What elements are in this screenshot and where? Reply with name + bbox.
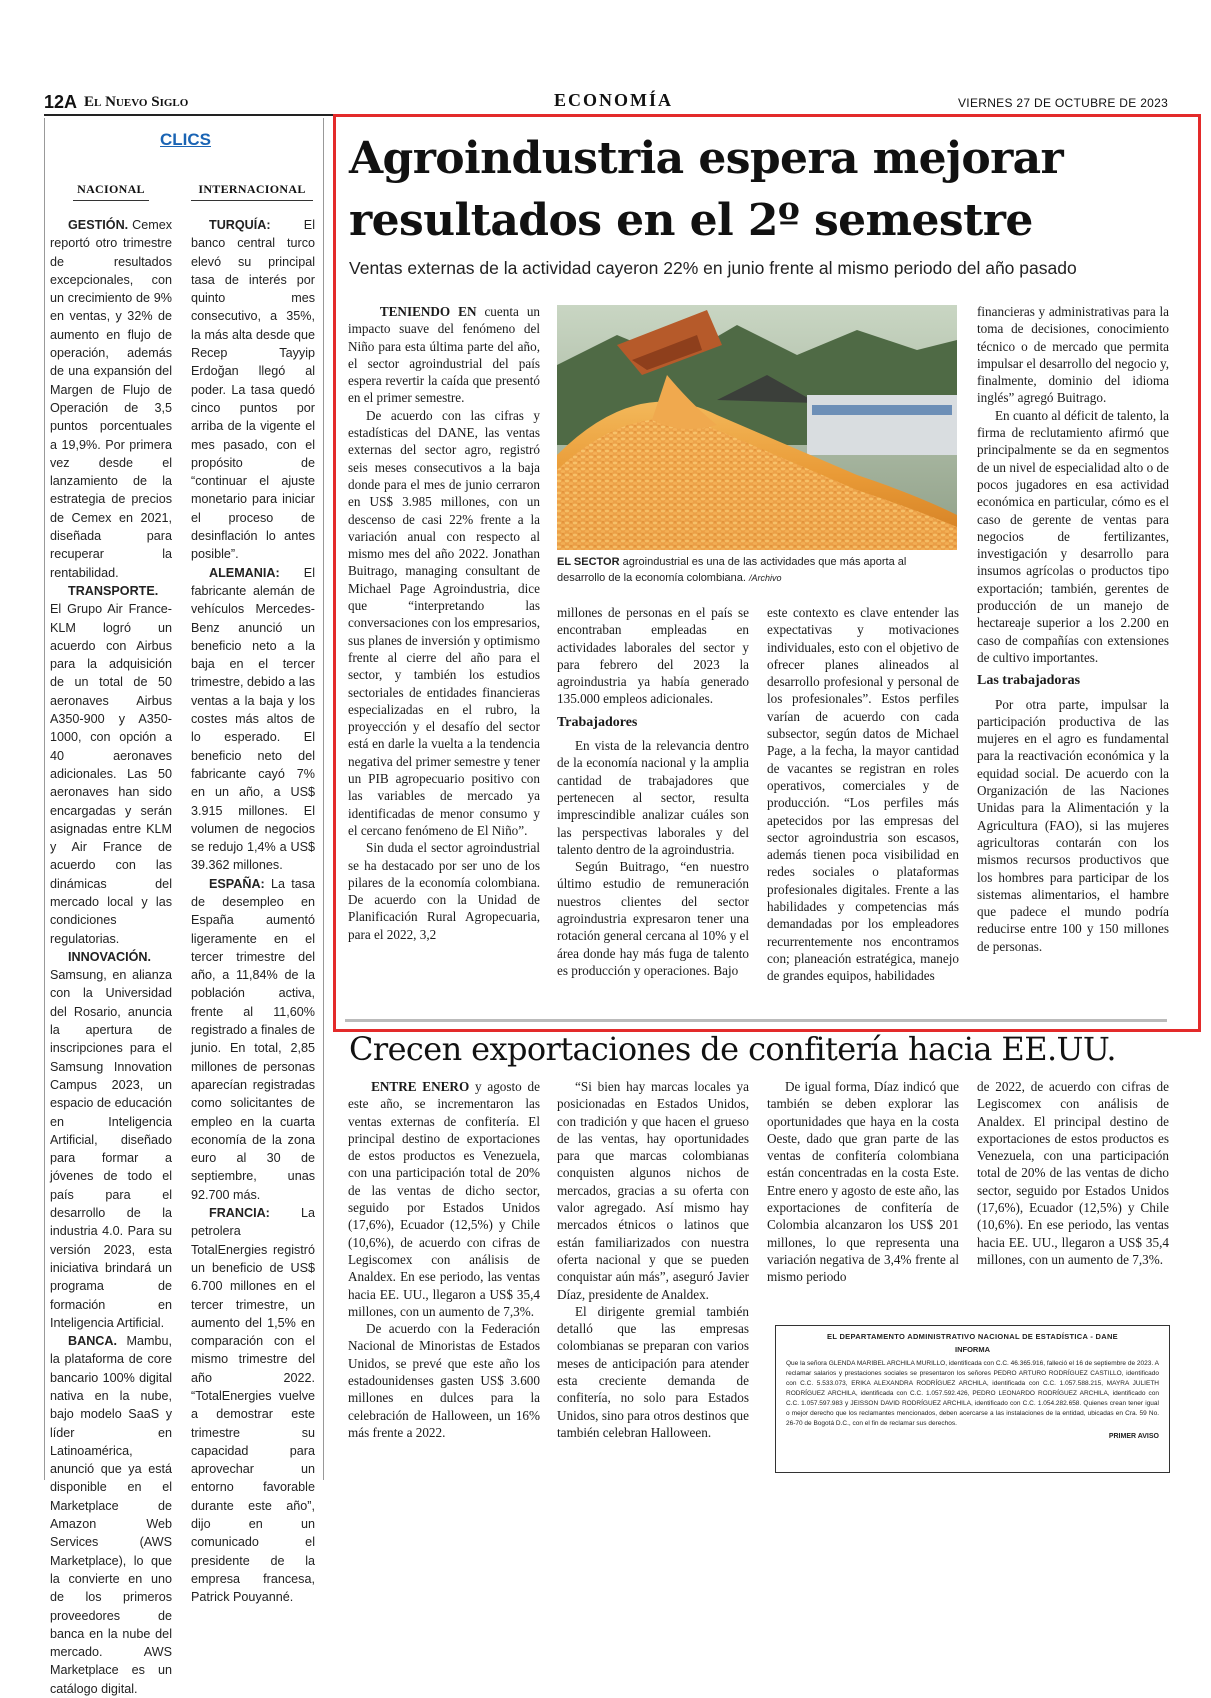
paragraph-text: millones de personas en el país se encontraban empleadas en actividades laborales del sector y para febrero del 2023 la agroindustria ya había generado 135.000 empleos adicionales. <box>557 605 749 707</box>
brief-text: Cemex reportó otro trimestre de resultados excepcionales, con un crecimiento de 9% en ventas, y 32% de aumento en flujo de operación, además de una expansión del Margen de Flujo de Operación de 3,5 puntos porcentuales a 19,9%. Por primera vez desde el lanzamiento de la estrategia de precios de Cemex en 2021, diseñada para recuperar la rentabilidad. <box>50 218 172 580</box>
article1-column-3 <box>767 604 959 1012</box>
article2-headline: Crecen exportaciones de confitería hacia EE.UU. <box>349 1030 1116 1068</box>
article2-column-1 <box>348 1078 540 1478</box>
lead-in: TENIENDO EN <box>379 304 477 319</box>
brief-item <box>50 1332 172 1698</box>
issue-date: VIERNES 27 DE OCTUBRE DE 2023 <box>958 96 1169 110</box>
brief-text: El fabricante alemán de vehículos Mercedes-Benz anunció un beneficio neto a la baja en el tercer trimestre, debido a las ventas a la baja y los costes más altos de lo esperado. El beneficio neto del fabricante cayó 7% en un año, a US$ 3.915 millones. El volumen de negocios se redujo 1,4% a US$ 39.362 millones. <box>191 565 315 873</box>
article1-column-4 <box>977 303 1169 1013</box>
paragraph-text: De acuerdo con la Federación Nacional de Minoristas de Estados Unidos, se prevé que este año los estadounidenses gasten US$ 3.600 millones en dulces para la celebración de Halloween, un 16% más frente a 2022. <box>348 1321 540 1440</box>
paragraph <box>767 1078 959 1286</box>
subheading: Las trabajadoras <box>977 673 1081 689</box>
brief-item <box>191 1204 315 1607</box>
paragraph <box>557 1303 749 1441</box>
article-headline <box>349 128 1189 252</box>
paragraph <box>348 1320 540 1441</box>
rail-internacional-column <box>191 216 315 1605</box>
notice-subtitle: INFORMA <box>955 1345 990 1354</box>
brief-text: La tasa de desempleo en España aumentó ligeramente en el tercer trimestre del año, a 11,84% de la población activa, frente al 11,60% registrado a finales de junio. En total, 2,85 millones de personas aparecían registradas como solicitantes de empleo en la cuarta economía de la zona euro al 30 de septiembre, unas 92.700 más. <box>191 876 315 1202</box>
newspaper-name: El Nuevo Siglo <box>84 94 189 110</box>
brief-label: ESPAÑA: <box>209 876 265 891</box>
photo-caption <box>557 554 957 586</box>
article-deck: Ventas externas de la actividad cayeron 22% en junio frente al mismo periodo del año pasado <box>349 258 1077 278</box>
article2-column-4 <box>977 1078 1169 1318</box>
rail-right-border <box>323 118 324 1480</box>
article2-column-2 <box>557 1078 749 1478</box>
rail-nacional-column <box>50 216 172 1696</box>
paragraph <box>557 858 749 979</box>
brief-text: Samsung, en alianza con la Universidad del Rosario, anuncia la apertura de inscripciones para el Samsung Innovation Campus 2023, un espacio de educación en Inteligencia Artificial, diseñado para formar a jóvenes de todo el país para el desarrollo de la industria 4.0. Para su versión 2023, esta iniciativa brindará un programa de formación en Inteligencia Artificial. <box>50 968 172 1330</box>
brief-text: La petrolera TotalEnergies registró un beneficio de US$ 6.700 millones en el tercer trimestre, un aumento del 1,5% en comparación con el mismo trimestre del año 2022. “TotalEnergies vuelve a demostrar este trimestre su capacidad para aprovechar un entorno favorable durante este año”, dijo en un comunicado el presidente de la empresa francesa, Patrick Pouyanné. <box>191 1206 315 1605</box>
page-number: 12A <box>44 92 78 112</box>
paragraph-text: Según Buitrago, “en nuestro último estudio de remuneración nuestros clientes del sector agroindustria expresaron tener una rotación general cercana al 10% y el área donde hay más fuga de talento es producción y operaciones. Bajo <box>557 859 749 978</box>
rail-heading-nacional: NACIONAL <box>73 182 149 201</box>
section-title: ECONOMÍA <box>554 90 673 110</box>
lead-in: ENTRE ENERO <box>371 1079 470 1094</box>
brief-item <box>191 216 315 564</box>
corn-harvest-photo <box>557 305 957 550</box>
headline-line-1: Agroindustria espera mejorar <box>349 133 1064 184</box>
brief-item <box>50 582 172 948</box>
brief-label: FRANCIA: <box>209 1206 270 1221</box>
notice-title: EL DEPARTAMENTO ADMINISTRATIVO NACIONAL DE ESTADÍSTICA - DANE <box>827 1332 1118 1341</box>
brief-label: BANCA. <box>68 1334 117 1349</box>
paragraph-text: Por otra parte, impulsar la participación productiva de las mujeres en el agro es fundamental para la reactivación económica y la equidad social. De acuerdo con la Organización de las Naciones Unidas para la Alimentación y la Agricultura (FAO), si las mujeres agricultoras contarán con los mismos recursos productivos que los hombres para participar de los sistemas alimentarios, el hambre que padece el mundo podría reducirse entre 100 y 150 millones de personas. <box>977 696 1169 954</box>
paragraph-text: En vista de la relevancia dentro de la economía nacional y la amplia cantidad de trabajadores que pertenecen al sector, resulta imprescindible analizar cuáles son las perspectivas laborales y del talento dentro de la agroindustria. <box>557 738 749 857</box>
legal-notice-box <box>775 1325 1170 1473</box>
brief-label: INNOVACIÓN. <box>68 949 152 964</box>
rail-left-border <box>44 118 45 1480</box>
paragraph-text: este contexto es clave entender las expectativas y motivaciones individuales, esto con el objetivo de ofrecer planes alineados al desarrollo profesional y personal de los profesionales”. Estos perfiles varían de acuerdo con cada subsector, según datos de Michael Page, a la fecha, la mayor cantidad de vacantes se registran en roles operativos, comerciales y de producción. “Los perfiles más apetecidos por las empresas del sector agroindustria son escasos, además tienen poca visibilidad en redes sociales o plataformas profesionales digitales. Frente a las habilidades y competencias más demandadas por los empleadores recurrentemente nos encontramos con; planeación estratégica, manejo de grandes equipos, habilidades <box>767 605 959 984</box>
brief-label: GESTIÓN. <box>68 218 129 232</box>
subheading: Trabajadores <box>557 714 638 730</box>
notice-body: Que la señora GLENDA MARIBEL ARCHILA MURILLO, identificada con C.C. 46.365.916, falleció el 16 de septiembre de 2023. A reclamar salarios y prestaciones sociales se presentaron los señores PEDRO ARTURO RODRÍGUEZ CASTILLO, identificado con C.C. 5.533.073, ERIKA ALEXANDRA RODRÍGUEZ ARCHILA, identificada con C.C. 1.057.588.215, MAYRA JULIETH RODRÍGUEZ ARCHILA, identificada con C.C. 1.057.592.426, PEDRO LEONARDO RODRÍGUEZ ARCHILA, identificado con C.C. 1.057.597.983 y JEISSON DAVID RODRÍGUEZ ARCHILA, identificado con C.C. 1.054.282.658. Quienes crean tener igual o mejor derecho que los reclamantes mencionados, deben acercarse a las instalaciones de la entidad, ubicadas en Cra. 59 No. 26-70 de Bogotá D.C., con el fin de reclamar sus derechos. <box>786 1360 1159 1427</box>
rail-heading-internacional: INTERNACIONAL <box>191 182 313 201</box>
paragraph <box>348 303 540 407</box>
paragraph <box>557 1078 749 1303</box>
paragraph-text: cuenta un impacto suave del fenómeno del Niño para esta última parte del año, el sector agroindustrial del país espera revertir la caída que presentó en el primer semestre. <box>348 304 541 406</box>
brief-item <box>191 875 315 1204</box>
paragraph-text: “Si bien hay marcas locales ya posicionadas en Estados Unidos, con tradición y que hacen el grueso de las ventas, hay oportunidades para que marcas colombianas conquisten algunos nichos de mercados, gracias a su oferta con valor agregado. Así mismo hay mercados étnicos o latinos que están familiarizados con nuestra oferta nacional y que se pueden conquistar aún más”, aseguró Javier Díaz, presidente de Analdex. <box>557 1079 749 1302</box>
paragraph-text: El dirigente gremial también detalló que las empresas colombianas se preparan con varios meses de anticipación para atender esta creciente demanda de confitería, no solo para Estados Unidos, sino para otros destinos que también celebran Halloween. <box>557 1303 749 1440</box>
paragraph-text: de 2022, de acuerdo con cifras de Legiscomex con análisis de Analdex. El principal destino de exportaciones de estos productos es Venezuela, con una participación total de 20% de las ventas de dicho sector, seguido por Estados Unidos (17,6%), Ecuador (12,5%) y Chile (10,6%). En ese periodo, las ventas hacia EE. UU., llegaron a US$ 35,4 millones, con un aumento de 7,3%. <box>977 1079 1169 1267</box>
paragraph <box>348 1078 540 1320</box>
paragraph-text: En cuanto al déficit de talento, la firma de reclutamiento afirmó que principalmente se da en segmentos de un nivel de especialidad alto o de pocos jugadores en esa actividad económica en particular, cómo es el caso de gerente de ventas para negocios de fertilizantes, investigación y desarrollo para insumos agrícolas o productos tipo exportación; también, gerentes de producción de un manejo de hectareaje superior a los 2.200 en caso de compañías con extensiones de cultivo importantes. <box>977 407 1169 665</box>
paragraph-text: De igual forma, Díaz indicó que también se deben explorar las oportunidades que haya en la costa Oeste, dado que gran parte de las ventas de confitería colombiana están concentradas en la costa Este. Entre enero y agosto de este año, las exportaciones de confitería de Colombia alcanzaron los US$ 201 millones, lo que representa una variación negativa de 3,4% frente al mismo periodo <box>767 1079 959 1285</box>
paragraph <box>977 303 1169 407</box>
caption-credit: /Archivo <box>749 573 782 583</box>
notice-footer: PRIMER AVISO <box>1108 1433 1159 1440</box>
brief-text: Mambu, la plataforma de core bancario 100% digital nativa en la nube, bajo modelo SaaS y líder en Latinoamérica, anunció que ya está disponible en el Marketplace de Amazon Web Services (AWS Marketplace), lo que la convierte en uno de los primeros proveedores de banca en la nube del mercado. AWS Marketplace es un catálogo digital. <box>50 1334 172 1696</box>
headline-line-2: resultados en el 2º semestre <box>349 195 1033 246</box>
article-separator <box>345 1019 1167 1022</box>
paragraph-text: De acuerdo con las cifras y estadísticas del DANE, las ventas externas del sector agro, registró seis meses consecutivos a la baja donde para el mes de junio cerraron en US$ 3.985 millones, con un descenso de casi 22% frente a la variación anual con respecto al mismo mes del año 2022. Jonathan Buitrago, managing consultant de Michael Page Agroindustria, dice que “interpretando las conversaciones con los empresarios, sus planes de inversión y optimismo frente al cierre del año para el sector, y también los estudios sectoriales de entidades financieras especializadas en el rubro, la proyección y el desafío del sector está en darle la vuelta a la tendencia negativa del primer semestre y tener un PIB agropecuario positivo con las variables de mercado ya identificadas de menor consumo y el cercano fenómeno de El Niño”. <box>348 407 540 838</box>
brief-item <box>50 948 172 1332</box>
caption-lead: EL SECTOR <box>557 556 620 568</box>
article2-column-3 <box>767 1078 959 1318</box>
paragraph <box>557 604 749 708</box>
paragraph <box>557 737 749 858</box>
article1-column-2 <box>557 604 749 1012</box>
paragraph <box>977 696 1169 955</box>
paragraph-text: y agosto de este año, se incrementaron las ventas externas de confitería. El principal destino de exportaciones de estos productos es Venezuela, con una participación total de 20% de las ventas de dicho sector, seguido por Estados Unidos (17,6%), Ecuador (12,5%) y Chile (10,6%), de acuerdo con cifras de Legiscomex con análisis de Analdex. En ese periodo, las ventas hacia EE. UU., llegaron a US$ 35,4 millones, con un aumento de 7,3%. <box>348 1079 540 1319</box>
paragraph-text: financieras y administrativas para la toma de decisiones, conocimiento técnico o de mercado que permita impulsar el desarrollo del negocio y, finalmente, dominio del idioma inglés” agregó Buitrago. <box>977 304 1169 406</box>
brief-label: ALEMANIA: <box>209 565 280 580</box>
paragraph <box>348 839 540 943</box>
brief-text: El banco central turco elevó su principal tasa de interés por quinto mes consecutivo, a 35%, la más alta desde que Recep Tayyip Erdoğan llegó al poder. La tasa quedó cinco puntos por arriba de la vigente el mes pasado, con el propósito de “continuar el ajuste monetario para iniciar el proceso de desinflación lo antes posible”. <box>191 218 315 562</box>
paragraph <box>977 407 1169 666</box>
paragraph <box>977 1078 1169 1268</box>
paragraph <box>348 407 540 839</box>
paragraph-text: Sin duda el sector agroindustrial se ha destacado por ser uno de los pilares de la economía colombiana. De acuerdo con la Unidad de Planificación Rural Agropecuaria, para el 2022, 3,2 <box>348 840 540 942</box>
brief-label: TURQUÍA: <box>209 218 271 232</box>
brief-item <box>191 564 315 875</box>
article1-column-1 <box>348 303 540 1013</box>
brief-item <box>50 216 172 582</box>
brief-text: El Grupo Air France-KLM logró un acuerdo con Airbus para la adquisición de un total de 50 aeronaves Airbus A350-900 y A350-1000, con opción a 40 aeronaves adicionales. Las 50 aeronaves han sido encargadas y serán asignadas entre KLM y Air France de acuerdo con las dinámicas del mercado local y las condiciones regulatorias. <box>50 602 172 946</box>
rail-title: CLICS <box>160 130 211 149</box>
brief-label: TRANSPORTE. <box>68 583 159 598</box>
caption-text: agroindustrial es una de las actividades que más aporta al desarrollo de la economía colombiana. <box>557 556 907 584</box>
paragraph <box>767 604 959 985</box>
